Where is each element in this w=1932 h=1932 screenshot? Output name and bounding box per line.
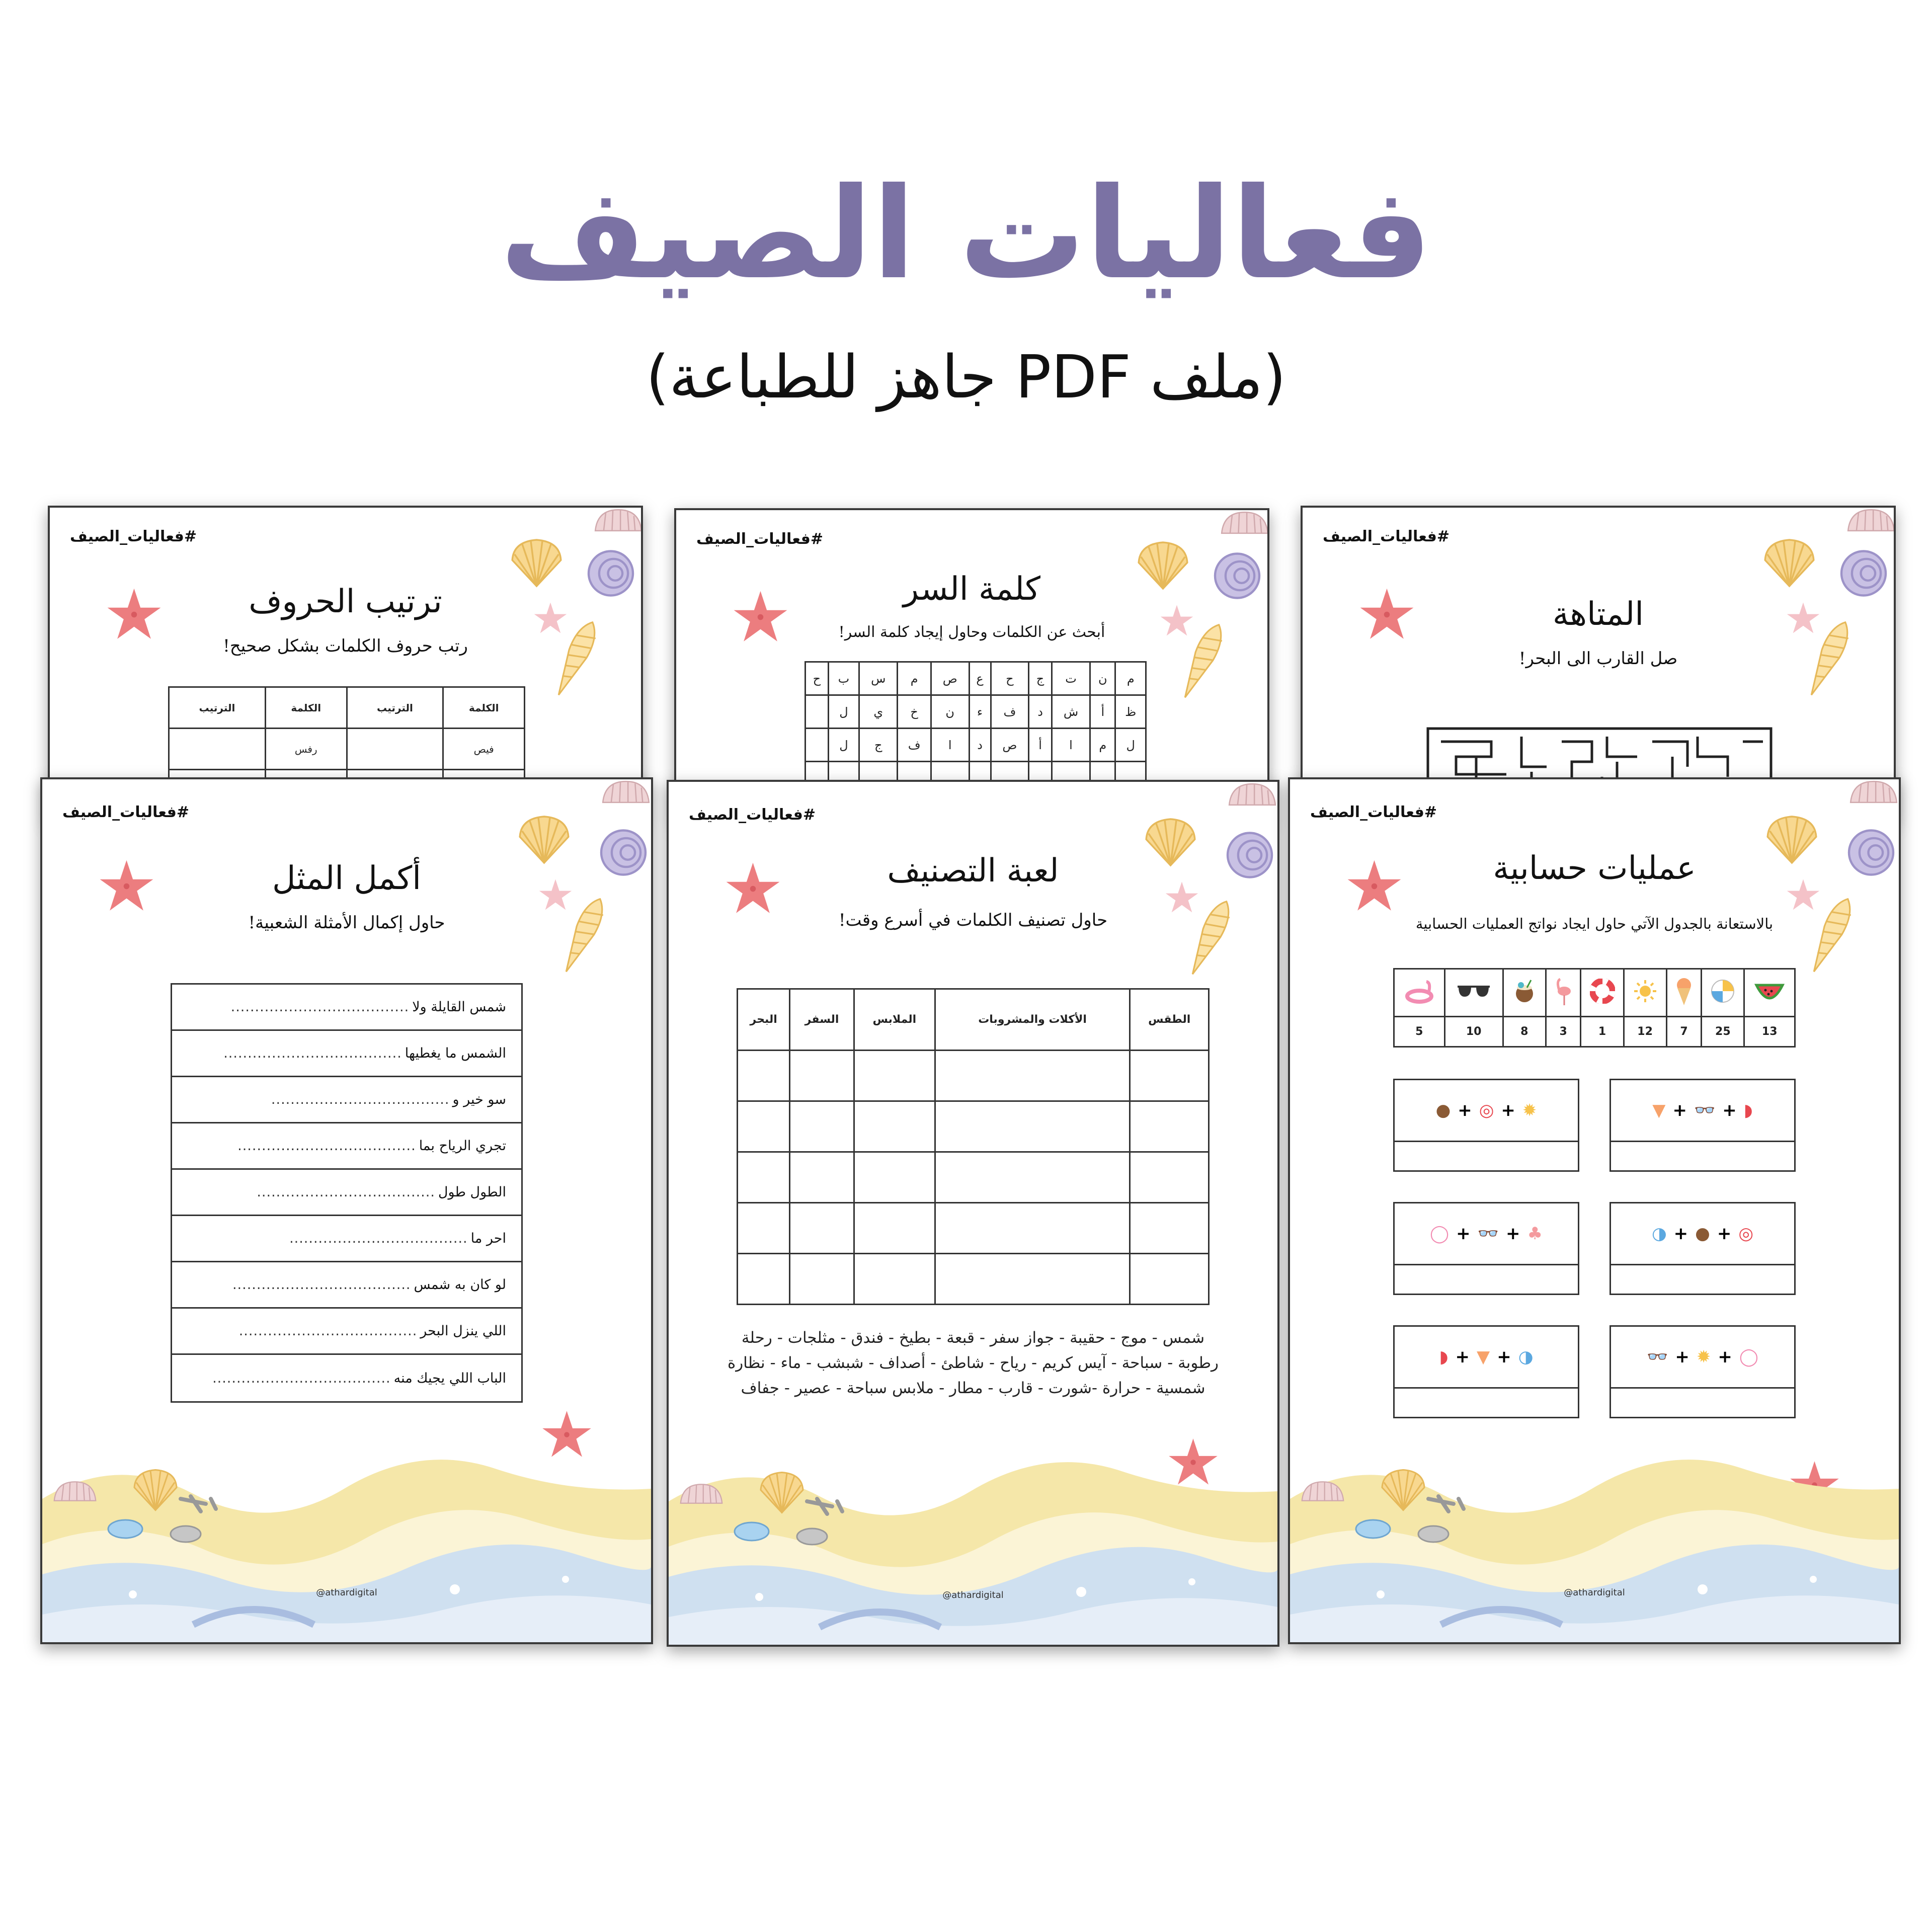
answer-cell[interactable] <box>1130 1101 1209 1152</box>
answer-field[interactable] <box>1395 1389 1578 1419</box>
coconut-drink-icon <box>1503 969 1546 1017</box>
snail-shell-icon <box>1836 543 1891 598</box>
flamingo-float-icon: ◯ <box>1739 1347 1758 1367</box>
answer-cell[interactable] <box>1130 1203 1209 1254</box>
equation-box: ● + ◎ + ✹ <box>1393 1079 1579 1172</box>
answer-blank[interactable]: ..................................... <box>289 1231 468 1246</box>
watermelon-icon <box>1744 969 1795 1017</box>
classify-table <box>737 988 1210 1305</box>
table-row <box>738 1203 1209 1254</box>
pink-shell-icon <box>1225 782 1279 807</box>
flamingo-float-icon: ◯ <box>1430 1224 1450 1244</box>
word-bank-line: رطوبة - سباحة - آيس كريم - رياح - شاطئ - أصداف - شبشب - ماء - نظارة <box>727 1354 1219 1372</box>
scallop-shell-icon <box>508 535 566 591</box>
answer-blank[interactable]: ..................................... <box>271 1092 450 1107</box>
equation-box: 👓 + ✹ + ◯ <box>1609 1325 1796 1418</box>
scallop-shell-icon <box>1760 535 1818 591</box>
beach-ball-icon: ◑ <box>1651 1224 1667 1244</box>
coconut-drink-icon: ● <box>1435 1100 1451 1120</box>
pebbles-icon <box>732 1496 847 1552</box>
answer-field[interactable] <box>1611 1389 1794 1419</box>
pink-shell-icon <box>1846 779 1901 804</box>
math-sheet <box>1288 777 1901 1644</box>
hashtag: #فعاليات_الصيف <box>1323 528 1450 545</box>
pink-shell-icon <box>591 508 643 533</box>
table-cell: رفس <box>265 729 347 770</box>
ice-cream-icon: ▼ <box>1652 1100 1666 1120</box>
sunglasses-icon: 👓 <box>1477 1224 1499 1244</box>
sheet-instruction: صل القارب الى البحر! <box>1518 649 1678 669</box>
page-subtitle: (ملف PDF جاهز للطباعة) <box>646 342 1286 412</box>
list-item[interactable] <box>172 1077 521 1123</box>
pink-shell-icon <box>679 1481 724 1506</box>
key-value: 5 <box>1394 1017 1445 1047</box>
watermelon-icon: ◗ <box>1439 1347 1448 1367</box>
answer-blank[interactable]: ..................................... <box>238 1323 418 1339</box>
answer-cell[interactable] <box>347 729 443 770</box>
answer-cell[interactable] <box>1130 1254 1209 1305</box>
key-value: 13 <box>1744 1017 1795 1047</box>
table-row <box>738 1101 1209 1152</box>
maze-sheet <box>1301 506 1896 822</box>
social-handle: @athardigital <box>316 1587 377 1598</box>
proverb-text: الطول طول <box>438 1184 506 1200</box>
table-header: الترتيب <box>347 687 443 729</box>
answer-cell[interactable] <box>738 1203 790 1254</box>
answer-cell[interactable] <box>854 1051 935 1101</box>
key-value: 25 <box>1702 1017 1744 1047</box>
answer-cell[interactable] <box>854 1152 935 1203</box>
answer-cell[interactable] <box>1130 1152 1209 1203</box>
list-item[interactable] <box>172 1123 521 1170</box>
answer-blank[interactable]: ..................................... <box>230 999 410 1015</box>
sheet-title: لعبة التصنيف <box>887 852 1059 890</box>
sunglasses-icon: 👓 <box>1694 1100 1716 1120</box>
lifebuoy-icon: ◎ <box>1479 1100 1494 1120</box>
key-value: 8 <box>1503 1017 1546 1047</box>
page-title: فعاليات الصيف <box>500 160 1432 307</box>
pink-shell-icon <box>52 1479 98 1504</box>
answer-cell[interactable] <box>935 1152 1130 1203</box>
list-item[interactable] <box>172 1262 521 1309</box>
social-handle: @athardigital <box>942 1590 1004 1600</box>
sheet-title: ترتيب الحروف <box>249 583 442 620</box>
answer-cell[interactable] <box>854 1101 935 1152</box>
sheet-title: كلمة السر <box>903 571 1040 608</box>
sheet-instruction: حاول تصنيف الكلمات في أسرع وقت! <box>838 910 1108 930</box>
key-value: 1 <box>1581 1017 1624 1047</box>
word-search-grid: م ن ت ج ح ع ص م س ب ح ظ أ ش د ف ء ن خ ي ل ل م ا أ ص د ا ف ج ل <box>804 661 1147 792</box>
social-handle: @athardigital <box>1564 1587 1625 1598</box>
equation-box: ▼ + 👓 + ◗ <box>1609 1079 1796 1172</box>
sheet-title: المتاهة <box>1552 596 1644 633</box>
beach-ball-icon: ◑ <box>1518 1347 1534 1367</box>
list-item[interactable] <box>172 1216 521 1262</box>
table-header: الكلمة <box>443 687 525 729</box>
answer-blank[interactable]: ..................................... <box>232 1277 411 1293</box>
sheet-instruction: بالاستعانة بالجدول الآتي حاول ايجاد نواتج العمليات الحسابية <box>1415 915 1774 932</box>
hashtag: #فعاليات_الصيف <box>62 803 189 821</box>
answer-cell[interactable] <box>935 1101 1130 1152</box>
table-row <box>738 1254 1209 1305</box>
coconut-drink-icon: ● <box>1695 1224 1710 1244</box>
password-sheet <box>674 508 1269 824</box>
word-bank-line: شمس - موج - حقيبة - جواز سفر - قبعة - بطيخ - فندق - مثلجات - رحلة <box>741 1329 1205 1347</box>
sun-icon: ✹ <box>1696 1347 1711 1367</box>
answer-cell[interactable] <box>935 1051 1130 1101</box>
answer-field[interactable] <box>1395 1142 1578 1172</box>
equation-box: ◯ + 👓 + ♣ <box>1393 1202 1579 1295</box>
flamingo-icon <box>1546 969 1581 1017</box>
list-item[interactable] <box>172 1031 521 1077</box>
hashtag: #فعاليات_الصيف <box>696 530 823 548</box>
proverb-text: سو خير و <box>452 1092 506 1107</box>
answer-cell[interactable] <box>738 1254 790 1305</box>
ice-cream-icon <box>1666 969 1702 1017</box>
list-item[interactable] <box>172 1170 521 1216</box>
table-header: الطقس <box>1130 989 1209 1051</box>
proverb-text: الشمس ما يغطيها <box>405 1045 506 1061</box>
math-key-table <box>1393 968 1796 1048</box>
ice-cream-icon: ▼ <box>1477 1347 1490 1367</box>
hashtag: #فعاليات_الصيف <box>70 528 197 545</box>
lifebuoy-icon <box>1581 969 1624 1017</box>
word-bank-line: شمسية - حرارة -شورت - قارب - مطار - ملابس سباحة - عصير - جفاف <box>741 1379 1205 1397</box>
answer-blank[interactable]: ..................................... <box>257 1184 435 1200</box>
answer-field[interactable] <box>1611 1265 1794 1296</box>
pink-shell-icon <box>1300 1479 1345 1504</box>
pebbles-icon <box>105 1494 221 1549</box>
answer-cell[interactable] <box>854 1254 935 1305</box>
table-header: الأكلات والمشروبات <box>935 989 1130 1051</box>
letters-sheet <box>48 506 643 822</box>
sunglasses-icon <box>1444 969 1503 1017</box>
answer-field[interactable] <box>1611 1142 1794 1172</box>
pebbles-icon <box>1353 1494 1469 1549</box>
answer-cell[interactable] <box>169 729 266 770</box>
table-row <box>738 1051 1209 1101</box>
key-value: 10 <box>1444 1017 1503 1047</box>
sun-icon: ✹ <box>1522 1100 1537 1120</box>
answer-blank[interactable]: ..................................... <box>237 1138 416 1154</box>
table-header: السفر <box>790 989 854 1051</box>
proverb-text: لو كان به شمس <box>414 1277 506 1293</box>
beach-ball-icon <box>1702 969 1744 1017</box>
key-value: 7 <box>1666 1017 1702 1047</box>
scallop-shell-icon <box>515 812 573 867</box>
proverb-text: تجري الرياح بما <box>419 1138 506 1154</box>
sunglasses-icon: 👓 <box>1647 1347 1668 1367</box>
proverb-text: اللي ينزل البحر <box>420 1323 506 1339</box>
table-header: الترتيب <box>169 687 266 729</box>
equation-box: ◗ + ▼ + ◑ <box>1393 1325 1579 1418</box>
list-item[interactable] <box>172 1355 521 1401</box>
hashtag: #فعاليات_الصيف <box>1310 803 1437 821</box>
answer-field[interactable] <box>1395 1265 1578 1296</box>
classify-sheet <box>667 780 1279 1647</box>
pink-shell-icon <box>1843 508 1896 533</box>
key-value: 3 <box>1546 1017 1581 1047</box>
sun-icon <box>1624 969 1666 1017</box>
proverbs-sheet <box>40 777 653 1644</box>
answer-cell[interactable] <box>854 1203 935 1254</box>
answer-cell[interactable] <box>1130 1051 1209 1101</box>
answer-cell[interactable] <box>935 1203 1130 1254</box>
watermelon-icon: ◗ <box>1743 1100 1753 1120</box>
table-header: البحر <box>738 989 790 1051</box>
hashtag: #فعاليات_الصيف <box>689 806 816 824</box>
sheet-title: عمليات حسابية <box>1493 850 1696 887</box>
answer-cell[interactable] <box>790 1101 854 1152</box>
answer-cell[interactable] <box>935 1254 1130 1305</box>
answer-cell[interactable] <box>790 1254 854 1305</box>
proverb-text: الباب اللي يجيك منه <box>393 1370 506 1386</box>
table-cell: فيص <box>443 729 525 770</box>
equation-box: ◑ + ● + ◎ <box>1609 1202 1796 1295</box>
sheet-instruction: حاول إكمال الأمثلة الشعبية! <box>248 913 445 933</box>
answer-cell[interactable] <box>790 1203 854 1254</box>
answer-cell[interactable] <box>738 1152 790 1203</box>
sheet-instruction: أبحث عن الكلمات وحاول إيجاد كلمة السر! <box>838 623 1105 641</box>
list-item[interactable] <box>172 985 521 1031</box>
sheet-instruction: رتب حروف الكلمات بشكل صحيح! <box>223 636 468 656</box>
proverbs-list <box>171 983 523 1403</box>
answer-blank[interactable]: ..................................... <box>223 1045 402 1061</box>
proverb-text: احر ما <box>470 1231 506 1246</box>
key-value: 12 <box>1624 1017 1666 1047</box>
answer-blank[interactable]: ..................................... <box>212 1370 391 1386</box>
table-row <box>738 1152 1209 1203</box>
answer-cell[interactable] <box>738 1051 790 1101</box>
flamingo-float-icon <box>1394 969 1445 1017</box>
table-header: الكلمة <box>265 687 347 729</box>
sheet-title: أكمل المثل <box>272 860 422 897</box>
flamingo-icon: ♣ <box>1527 1224 1543 1244</box>
lifebuoy-icon: ◎ <box>1738 1224 1753 1244</box>
answer-cell[interactable] <box>790 1051 854 1101</box>
table-header: الملابس <box>854 989 935 1051</box>
proverb-text: شمس القايلة ولا <box>412 999 506 1015</box>
answer-cell[interactable] <box>790 1152 854 1203</box>
answer-cell[interactable] <box>738 1101 790 1152</box>
pink-shell-icon <box>598 779 653 804</box>
list-item[interactable] <box>172 1309 521 1355</box>
word-bank <box>699 1325 1247 1401</box>
pink-shell-icon <box>1217 510 1269 535</box>
